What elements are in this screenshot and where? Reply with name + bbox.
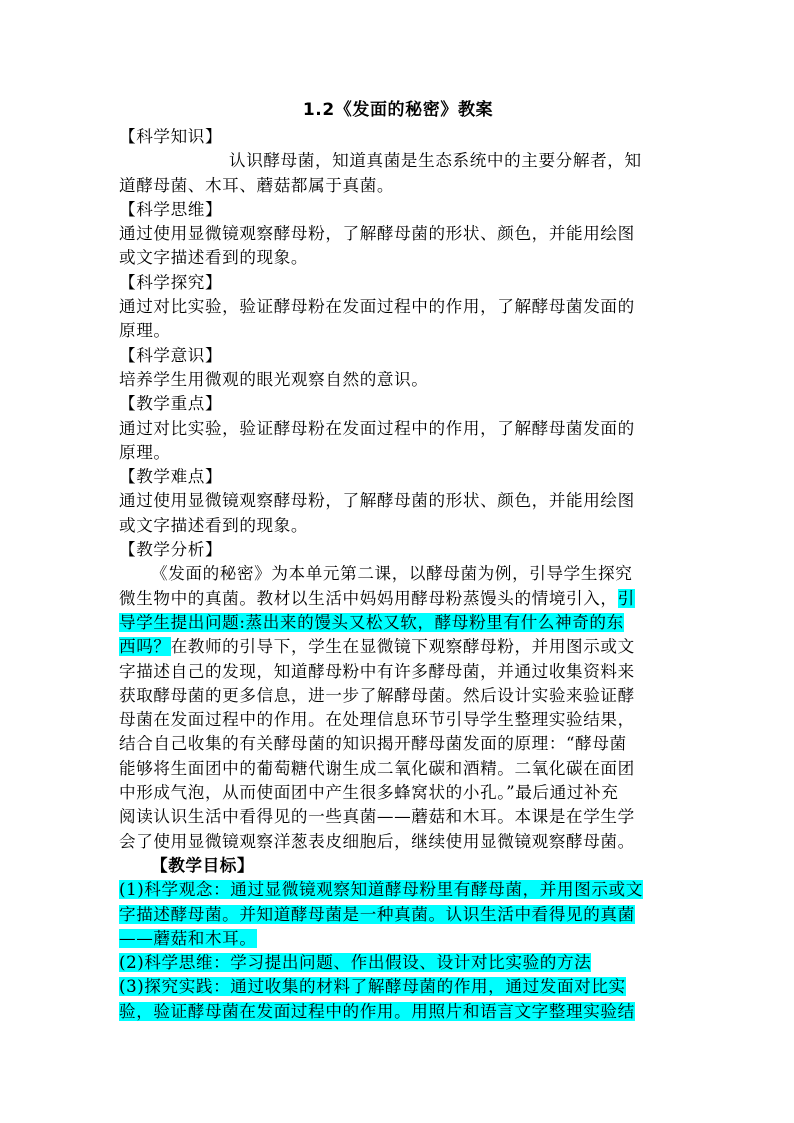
paragraph-line: 原理。 bbox=[119, 321, 171, 341]
paragraph-line: 通过使用显微镜观察酵母粉，了解酵母菌的形状、颜色，并能用绘图 bbox=[119, 224, 635, 244]
document-page bbox=[119, 95, 677, 1024]
highlighted-text: ——蘑菇和木耳。 bbox=[119, 928, 257, 948]
paragraph-line: 阅读认识生活中看得见的一些真菌——蘑菇和木耳。本课是在学生学 bbox=[119, 807, 635, 827]
paragraph-line: 通过对比实验，验证酵母粉在发面过程中的作用，了解酵母菌发面的 bbox=[119, 297, 635, 317]
paragraph-line: 通过对比实验，验证酵母粉在发面过程中的作用，了解酵母菌发面的 bbox=[119, 418, 635, 438]
highlighted-text: 西吗？ bbox=[119, 637, 171, 657]
section-heading-science-inquiry: 【科学探究】 bbox=[119, 272, 223, 292]
paragraph-line: 获取酵母菌的更多信息，进一步了解酵母菌。然后设计实验来验证酵 bbox=[119, 685, 635, 705]
paragraph-line: 中形成气泡，从而使面团中产生很多蜂窝状的小孔。”最后通过补充 bbox=[119, 783, 619, 803]
paragraph-line: 字描述自己的发现，知道酵母粉中有许多酵母菌，并通过收集资料来 bbox=[119, 661, 635, 681]
paragraph-line bbox=[119, 951, 677, 975]
paragraph-line bbox=[119, 878, 677, 902]
paragraph-line bbox=[119, 587, 677, 611]
paragraph-line: 会了使用显微镜观察洋葱表皮细胞后，继续使用显微镜观察酵母菌。 bbox=[119, 831, 635, 851]
paragraph-line bbox=[119, 611, 677, 635]
section-heading-difficulties: 【教学难点】 bbox=[119, 467, 223, 487]
document-title: 1.2《发面的秘密》教案 bbox=[302, 100, 494, 120]
paragraph-line: 《发面的秘密》为本单元第二课，以酵母菌为例，引导学生探究 bbox=[151, 564, 633, 584]
paragraph-line bbox=[119, 635, 677, 659]
paragraph-line bbox=[119, 975, 677, 999]
paragraph-line: 原理。 bbox=[119, 442, 171, 462]
highlighted-text: 引 bbox=[617, 588, 635, 608]
section-heading-science-awareness: 【科学意识】 bbox=[119, 345, 223, 365]
highlighted-text: 导学生提出问题:蒸出来的馒头又松又软，酵母粉里有什么神奇的东 bbox=[119, 612, 624, 632]
paragraph-line bbox=[119, 1000, 677, 1024]
paragraph-line: 母菌在发面过程中的作用。在处理信息环节引导学生整理实验结果， bbox=[119, 710, 635, 730]
paragraph-line: 或文字描述看到的现象。 bbox=[119, 248, 309, 268]
section-heading-science-thinking: 【科学思维】 bbox=[119, 199, 223, 219]
section-heading-science-knowledge: 【科学知识】 bbox=[119, 127, 223, 146]
paragraph-line: 或文字描述看到的现象。 bbox=[119, 515, 309, 535]
section-heading-key-points: 【教学重点】 bbox=[119, 394, 223, 414]
paragraph-line: 结合自己收集的有关酵母菌的知识揭开酵母菌发面的原理：“酵母菌 bbox=[119, 734, 627, 754]
highlighted-text: 字描述酵母菌。并知道酵母菌是一种真菌。认识生活中看得见的真菌 bbox=[119, 904, 635, 924]
text-run: 在教师的引导下，学生在显微镜下观察酵母粉，并用图示或文 bbox=[170, 637, 635, 657]
highlighted-text: 验，验证酵母菌在发面过程中的作用。用照片和语言文字整理实验结 bbox=[119, 1001, 635, 1021]
paragraph-line bbox=[119, 903, 677, 927]
paragraph-line bbox=[119, 927, 677, 951]
paragraph-line: 能够将生面团中的葡萄糖代谢生成二氧化碳和酒精。二氧化碳在面团 bbox=[119, 758, 635, 778]
highlighted-text: (3)探究实践：通过收集的材料了解酵母菌的作用，通过发面对比实 bbox=[119, 977, 626, 997]
paragraph-line: 认识酵母菌，知道真菌是生态系统中的主要分解者，知 bbox=[229, 151, 642, 171]
section-heading-objectives: 【教学目标】 bbox=[151, 855, 255, 875]
section-heading-analysis: 【教学分析】 bbox=[119, 540, 223, 560]
paragraph-line: 通过使用显微镜观察酵母粉，了解酵母菌的形状、颜色，并能用绘图 bbox=[119, 491, 635, 511]
highlighted-text: (1)科学观念：通过显微镜观察知道酵母粉里有酵母菌，并用图示或文 bbox=[119, 880, 643, 900]
highlighted-text: (2)科学思维：学习提出问题、作出假设、设计对比实验的方法 bbox=[119, 953, 592, 973]
paragraph-line: 道酵母菌、木耳、蘑菇都属于真菌。 bbox=[119, 175, 395, 195]
text-run: 微生物中的真菌。教材以生活中妈妈用酵母粉蒸馒头的情境引入， bbox=[119, 588, 618, 608]
paragraph-line: 培养学生用微观的眼光观察自然的意识。 bbox=[119, 369, 429, 389]
